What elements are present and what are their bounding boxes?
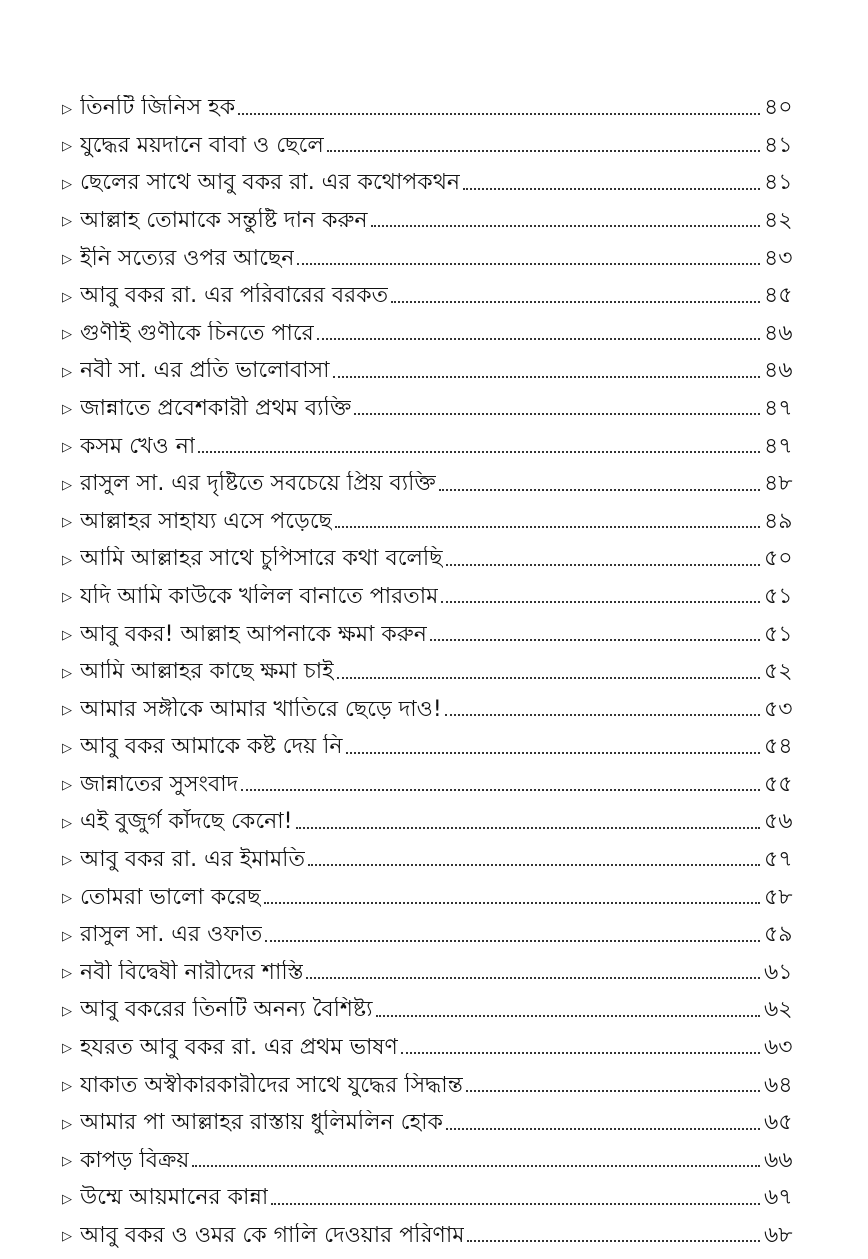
triangle-bullet-icon: ▷: [62, 1191, 72, 1207]
triangle-bullet-icon: ▷: [62, 402, 72, 418]
dot-leader: [296, 827, 761, 829]
toc-entry-page-number: ৪৮: [764, 471, 793, 497]
toc-entry-page-number: ৫৯: [764, 922, 793, 948]
toc-entry: [62, 197, 798, 235]
toc-entry-page-number: ৫১: [764, 583, 793, 609]
toc-entry-page-number: ৬১: [764, 959, 793, 985]
toc-entry-page-number: ৫৬: [764, 809, 793, 835]
triangle-bullet-icon: ▷: [62, 891, 72, 907]
dot-leader: [308, 864, 760, 866]
dot-leader: [297, 263, 760, 265]
toc-entry-page-number: ৬৮: [764, 1223, 793, 1249]
triangle-bullet-icon: ▷: [62, 1116, 72, 1132]
toc-entry: [62, 761, 798, 799]
dot-leader: [327, 150, 760, 152]
toc-entry: [62, 234, 798, 272]
toc-entry: [62, 610, 798, 648]
dot-leader: [264, 902, 760, 904]
triangle-bullet-icon: ▷: [62, 966, 72, 982]
triangle-bullet-icon: ▷: [62, 364, 72, 380]
toc-entry-title: গুণীই গুণীকে চিনতে পারে: [80, 320, 314, 346]
toc-entry-title: এই বুজুর্গ কাঁদছে কেনো!: [80, 809, 293, 835]
dot-leader: [317, 338, 760, 340]
triangle-bullet-icon: ▷: [62, 214, 72, 230]
dot-leader: [466, 1090, 760, 1092]
triangle-bullet-icon: ▷: [62, 176, 72, 192]
toc-entry-title: আবু বকর রা. এর পরিবারের বরকত: [80, 283, 389, 309]
toc-entry-page-number: ৪৫: [764, 283, 793, 309]
toc-entry-title: তিনটি জিনিস হক: [80, 95, 236, 121]
toc-entry-page-number: ৪১: [764, 132, 793, 158]
triangle-bullet-icon: ▷: [62, 101, 72, 117]
toc-entry-title: আল্লাহর সাহায্য এসে পড়েছে: [80, 508, 332, 534]
toc-entry: [62, 911, 798, 949]
toc-entry-page-number: ৫৪: [764, 734, 793, 760]
toc-entry-page-number: ৬৩: [764, 1035, 793, 1061]
toc-entry-title: জান্নাতে প্রবেশকারী প্রথম ব্যক্তি: [80, 395, 352, 421]
dot-leader: [439, 489, 760, 491]
dot-leader: [445, 714, 760, 716]
dot-leader: [401, 1052, 760, 1054]
dot-leader: [467, 1240, 760, 1242]
toc-entry: [62, 798, 798, 836]
triangle-bullet-icon: ▷: [62, 1229, 72, 1245]
toc-entry: [62, 1174, 798, 1212]
toc-entry-page-number: ৬৬: [764, 1147, 793, 1173]
dot-leader: [354, 413, 760, 415]
toc-entry-title: আবু বকর রা. এর ইমামতি: [80, 847, 305, 873]
triangle-bullet-icon: ▷: [62, 289, 72, 305]
toc-entry-title: রাসুল সা. এর ওফাত: [80, 922, 263, 948]
toc-entry-title: আমার সঙ্গীকে আমার খাতিরে ছেড়ে দাও!: [80, 696, 442, 722]
triangle-bullet-icon: ▷: [62, 251, 72, 267]
triangle-bullet-icon: ▷: [62, 552, 72, 568]
dot-leader: [265, 940, 760, 942]
toc-entry-page-number: ৪০: [764, 95, 793, 121]
toc-entry: [62, 535, 798, 573]
toc-entry-title: যদি আমি কাউকে খলিল বানাতে পারতাম: [80, 583, 439, 609]
dot-leader: [446, 1128, 760, 1130]
toc-entry: [62, 686, 798, 724]
toc-entry: [62, 1099, 798, 1137]
toc-entry: [62, 460, 798, 498]
toc-entry-page-number: ৪৬: [764, 358, 793, 384]
triangle-bullet-icon: ▷: [62, 627, 72, 643]
toc-entry-page-number: ৬৭: [764, 1185, 793, 1211]
toc-entry-page-number: ৫২: [764, 659, 793, 685]
triangle-bullet-icon: ▷: [62, 1154, 72, 1170]
dot-leader: [335, 526, 760, 528]
toc-entry-title: আবু বকর ও ওমর কে গালি দেওয়ার পরিণাম: [80, 1223, 465, 1249]
dot-leader: [337, 677, 760, 679]
toc-entry: [62, 159, 798, 197]
triangle-bullet-icon: ▷: [62, 1003, 72, 1019]
dot-leader: [376, 1015, 761, 1017]
toc-entry-title: যুদ্ধের ময়দানে বাবা ও ছেলে: [80, 132, 324, 158]
toc-entry-title: তোমরা ভালো করেছ: [80, 884, 261, 910]
triangle-bullet-icon: ▷: [62, 515, 72, 531]
toc-entry-title: হযরত আবু বকর রা. এর প্রথম ভাষণ: [80, 1035, 398, 1061]
toc-entry-page-number: ৬৫: [764, 1110, 793, 1136]
toc-entry: [62, 272, 798, 310]
dot-leader: [241, 789, 760, 791]
toc-entry-title: ইনি সত্যের ওপর আছেন: [80, 245, 295, 271]
triangle-bullet-icon: ▷: [62, 853, 72, 869]
toc-entry-page-number: ৫৭: [764, 847, 793, 873]
toc-entry-title: আল্লাহ তোমাকে সন্তুষ্টি দান করুন: [80, 207, 368, 233]
toc-entry-title: কসম খেও না: [80, 433, 196, 459]
toc-entry: [62, 573, 798, 611]
triangle-bullet-icon: ▷: [62, 1041, 72, 1057]
toc-entry-title: আমি আল্লাহর সাথে চুপিসারে কথা বলেছি: [80, 546, 443, 572]
dot-leader: [446, 564, 760, 566]
toc-entry: [62, 1137, 798, 1175]
triangle-bullet-icon: ▷: [62, 703, 72, 719]
dot-leader: [391, 301, 760, 303]
toc-entry-title: কাপড় বিক্রয়: [80, 1147, 190, 1173]
toc-entry-title: নবী সা. এর প্রতি ভালোবাসা: [80, 358, 330, 384]
toc-entry: [62, 1024, 798, 1062]
dot-leader: [371, 225, 760, 227]
toc-entry-page-number: ৬৪: [764, 1072, 793, 1098]
toc-entry: [62, 1212, 798, 1250]
toc-entry-title: আমি আল্লাহর কাছে ক্ষমা চাই: [80, 659, 334, 685]
triangle-bullet-icon: ▷: [62, 477, 72, 493]
triangle-bullet-icon: ▷: [62, 665, 72, 681]
toc-entry-title: যাকাত অস্বীকারকারীদের সাথে যুদ্ধের সিদ্ধান্ত: [80, 1072, 463, 1098]
dot-leader: [333, 376, 760, 378]
triangle-bullet-icon: ▷: [62, 439, 72, 455]
toc-entry: [62, 84, 798, 122]
toc-entry-title: আবু বকর! আল্লাহ আপনাকে ক্ষমা করুন: [80, 621, 427, 647]
triangle-bullet-icon: ▷: [62, 590, 72, 606]
dot-leader: [271, 1203, 760, 1205]
toc-entry: [62, 310, 798, 348]
toc-entry-page-number: ৪২: [764, 207, 793, 233]
dot-leader: [192, 1165, 760, 1167]
dot-leader: [198, 451, 760, 453]
triangle-bullet-icon: ▷: [62, 327, 72, 343]
toc-entry: [62, 385, 798, 423]
toc-entry: [62, 422, 798, 460]
toc-entry: [62, 498, 798, 536]
toc-entry-title: আবু বকরের তিনটি অনন্য বৈশিষ্ট্য: [80, 997, 373, 1023]
dot-leader: [306, 977, 760, 979]
toc-entry-title: আবু বকর আমাকে কষ্ট দেয় নি: [80, 734, 343, 760]
dot-leader: [441, 601, 760, 603]
toc-entry-title: জান্নাতের সুসংবাদ: [80, 771, 239, 797]
toc-entry-title: নবী বিদ্বেষী নারীদের শাস্তি: [80, 959, 304, 985]
dot-leader: [238, 113, 760, 115]
toc-entry-page-number: ৫৫: [764, 771, 793, 797]
triangle-bullet-icon: ▷: [62, 139, 72, 155]
toc-entry: [62, 648, 798, 686]
dot-leader: [430, 639, 760, 641]
toc-entry-page-number: ৫৮: [764, 884, 793, 910]
triangle-bullet-icon: ▷: [62, 1079, 72, 1095]
toc-entry-page-number: ৪১: [764, 170, 793, 196]
toc-entry-page-number: ৫৩: [764, 696, 793, 722]
toc-entry: [62, 986, 798, 1024]
dot-leader: [463, 188, 760, 190]
toc-entry: [62, 836, 798, 874]
toc-entry: [62, 347, 798, 385]
toc-entry-page-number: ৪৭: [764, 395, 793, 421]
toc-entry: [62, 1061, 798, 1099]
triangle-bullet-icon: ▷: [62, 778, 72, 794]
toc-entry-title: ছেলের সাথে আবু বকর রা. এর কথোপকথন: [80, 170, 461, 196]
toc-entry: [62, 949, 798, 987]
toc-entry-page-number: ৪৯: [764, 508, 793, 534]
toc-entry: [62, 122, 798, 160]
toc-entry-page-number: ৫০: [764, 546, 793, 572]
toc-entry: [62, 723, 798, 761]
triangle-bullet-icon: ▷: [62, 740, 72, 756]
toc-entry-title: আমার পা আল্লাহর রাস্তায় ধুলিমলিন হোক: [80, 1110, 443, 1136]
triangle-bullet-icon: ▷: [62, 928, 72, 944]
toc-entry-title: উম্মে আয়মানের কান্না: [80, 1185, 269, 1211]
toc-entry: [62, 873, 798, 911]
table-of-contents: [62, 84, 798, 1249]
toc-entry-page-number: ৪৭: [764, 433, 793, 459]
toc-entry-page-number: ৪৩: [764, 245, 793, 271]
triangle-bullet-icon: ▷: [62, 815, 72, 831]
dot-leader: [346, 752, 760, 754]
toc-entry-page-number: ৫১: [764, 621, 793, 647]
toc-entry-page-number: ৪৬: [764, 320, 793, 346]
toc-entry-page-number: ৬২: [764, 997, 793, 1023]
toc-entry-title: রাসুল সা. এর দৃষ্টিতে সবচেয়ে প্রিয় ব্যক্তি: [80, 471, 436, 497]
